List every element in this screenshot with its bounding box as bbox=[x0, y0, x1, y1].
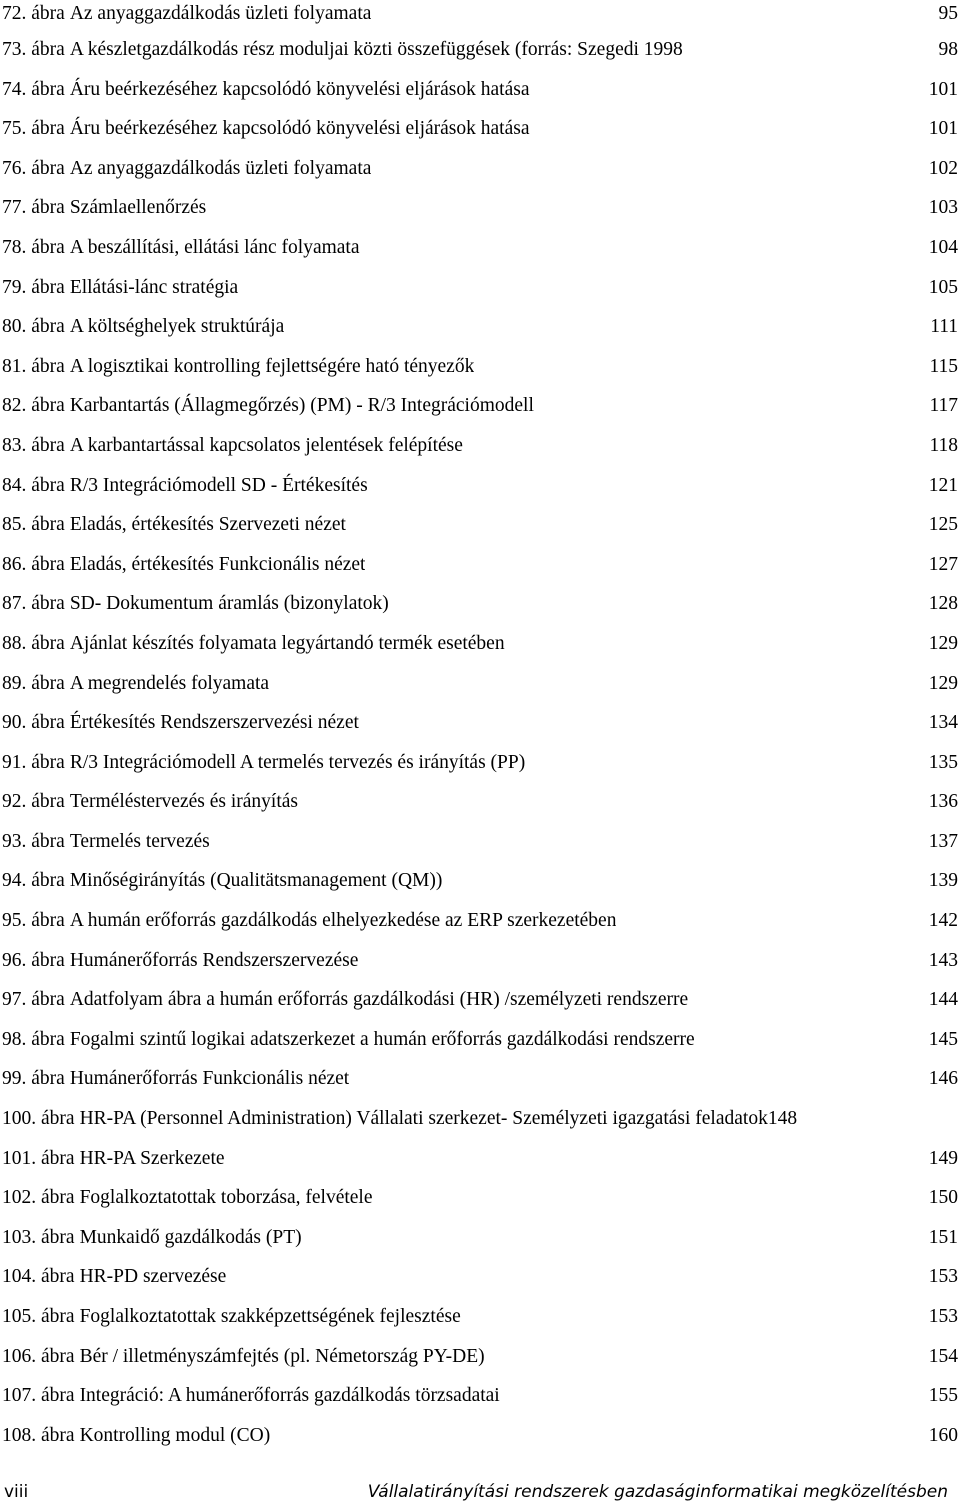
figure-title: SD- Dokumentum áramlás (bizonylatok) bbox=[69, 593, 389, 615]
figure-number: 89. ábra bbox=[2, 672, 65, 694]
figure-number: 75. ábra bbox=[2, 118, 65, 140]
page-reference: 102 bbox=[928, 157, 958, 179]
figure-title: Minőségirányítás (Qualitätsmanagement (QM)) bbox=[69, 870, 443, 892]
figure-number: 107. ábra bbox=[2, 1385, 75, 1407]
toc-entry[interactable] bbox=[0, 1337, 960, 1377]
figure-title: Értékesítés Rendszerszervezési nézet bbox=[69, 712, 359, 734]
page-reference: 150 bbox=[928, 1187, 958, 1209]
page-reference: 115 bbox=[929, 355, 958, 377]
page-reference: 146 bbox=[928, 1068, 958, 1090]
page-reference: 135 bbox=[928, 751, 958, 773]
figure-title: Humánerőforrás Funkcionális nézet bbox=[69, 1068, 350, 1090]
figure-title: Bér / illetményszámfejtés (pl. Németország PY-DE) bbox=[79, 1345, 485, 1367]
figure-title: Eladás, értékesítés Funkcionális nézet bbox=[69, 553, 366, 575]
toc-entry[interactable] bbox=[0, 782, 960, 822]
figure-number: 100. ábra bbox=[2, 1108, 75, 1130]
toc-entry[interactable] bbox=[0, 188, 960, 228]
page-reference: 139 bbox=[928, 870, 958, 892]
page-reference: 105 bbox=[928, 276, 958, 298]
toc-entry[interactable] bbox=[0, 901, 960, 941]
figure-title: A megrendelés folyamata bbox=[69, 672, 270, 694]
figure-title: Terméléstervezés és irányítás bbox=[69, 791, 299, 813]
figure-number: 83. ábra bbox=[2, 434, 65, 456]
figure-number: 96. ábra bbox=[2, 949, 65, 971]
page-reference: 153 bbox=[928, 1306, 958, 1327]
figure-title: Integráció: A humánerőforrás gazdálkodás törzsadatai bbox=[79, 1385, 500, 1407]
page-reference: 160 bbox=[928, 1424, 958, 1446]
figure-number: 72. ábra bbox=[2, 3, 65, 24]
figure-number: 85. ábra bbox=[2, 514, 65, 536]
page-reference: 129 bbox=[928, 632, 958, 654]
figure-number: 80. ábra bbox=[2, 316, 65, 338]
figure-number: 90. ábra bbox=[2, 712, 65, 734]
toc-entry[interactable] bbox=[0, 584, 960, 624]
figure-title: HR-PA (Personnel Administration) Vállalati szerkezet- Személyzeti igazgatási feladatok bbox=[79, 1108, 768, 1130]
figure-number: 79. ábra bbox=[2, 276, 65, 298]
page-reference: 153 bbox=[928, 1266, 958, 1288]
running-title: Vállalatirányítási rendszerek gazdaságinformatikai megközelítésben bbox=[367, 1482, 948, 1502]
toc-entry[interactable] bbox=[0, 1416, 960, 1456]
page-footer bbox=[0, 1478, 960, 1506]
figure-number: 87. ábra bbox=[2, 593, 65, 615]
figure-title: Ellátási-lánc stratégia bbox=[69, 276, 239, 298]
page-reference: 128 bbox=[928, 593, 958, 615]
page-reference: 151 bbox=[928, 1226, 958, 1248]
toc-entry[interactable] bbox=[0, 1297, 960, 1337]
figure-number: 82. ábra bbox=[2, 395, 65, 417]
page-reference: 148 bbox=[767, 1108, 798, 1130]
toc-entry[interactable] bbox=[0, 149, 960, 189]
figure-title: HR-PA Szerkezete bbox=[79, 1147, 225, 1169]
toc-entry[interactable] bbox=[0, 70, 960, 110]
figure-title: Ajánlat készítés folyamata legyártandó termék esetében bbox=[69, 632, 505, 654]
page-number: viii bbox=[4, 1482, 29, 1502]
page-reference: 101 bbox=[928, 118, 958, 140]
toc-entry[interactable] bbox=[0, 0, 960, 30]
figure-number: 92. ábra bbox=[2, 791, 65, 813]
figure-title: Karbantartás (Állagmegőrzés) (PM) - R/3 Integrációmodell bbox=[69, 395, 534, 417]
figure-number: 108. ábra bbox=[2, 1424, 75, 1446]
toc-entry[interactable] bbox=[0, 307, 960, 347]
figure-title: Foglalkoztatottak szakképzettségének fejlesztése bbox=[79, 1306, 461, 1327]
toc-entry[interactable] bbox=[0, 822, 960, 862]
toc-entry[interactable] bbox=[0, 1376, 960, 1416]
figure-title: Fogalmi szintű logikai adatszerkezet a humán erőforrás gazdálkodási rendszerre bbox=[69, 1028, 695, 1050]
figure-title: Számlaellenőrzés bbox=[69, 197, 207, 219]
page-reference: 121 bbox=[928, 474, 958, 496]
toc-entry[interactable] bbox=[0, 1218, 960, 1258]
toc-entry[interactable] bbox=[0, 347, 960, 387]
figure-number: 77. ábra bbox=[2, 197, 65, 219]
toc-entry[interactable] bbox=[0, 268, 960, 308]
page-reference: 101 bbox=[928, 78, 958, 100]
page-reference: 134 bbox=[928, 712, 958, 734]
page-reference: 118 bbox=[929, 434, 958, 456]
toc-entry[interactable] bbox=[0, 545, 960, 585]
toc-entry[interactable] bbox=[0, 861, 960, 901]
page-reference: 104 bbox=[928, 236, 958, 258]
figure-title: Áru beérkezéséhez kapcsolódó könyvelési eljárások hatása bbox=[69, 78, 530, 100]
figure-title: Kontrolling modul (CO) bbox=[79, 1424, 271, 1446]
toc-entry[interactable] bbox=[0, 1178, 960, 1218]
toc-entry[interactable] bbox=[0, 30, 960, 70]
figure-number: 98. ábra bbox=[2, 1028, 65, 1050]
figure-title: A karbantartással kapcsolatos jelentések felépítése bbox=[69, 434, 463, 456]
figure-title: A költséghelyek struktúrája bbox=[69, 316, 285, 338]
figure-number: 105. ábra bbox=[2, 1306, 75, 1327]
page-reference: 136 bbox=[928, 791, 958, 813]
page-reference: 95 bbox=[938, 3, 958, 24]
figure-title: R/3 Integrációmodell A termelés tervezés és irányítás (PP) bbox=[69, 751, 526, 773]
figure-number: 74. ábra bbox=[2, 78, 65, 100]
figure-title: Az anyaggazdálkodás üzleti folyamata bbox=[69, 157, 372, 179]
figure-title: Eladás, értékesítés Szervezeti nézet bbox=[69, 514, 346, 536]
toc-entry[interactable] bbox=[0, 228, 960, 268]
page-reference: 137 bbox=[928, 830, 958, 852]
toc-entry[interactable] bbox=[0, 941, 960, 981]
figure-number: 95. ábra bbox=[2, 910, 65, 932]
figure-number: 93. ábra bbox=[2, 830, 65, 852]
figure-number: 103. ábra bbox=[2, 1226, 75, 1248]
page-reference: 149 bbox=[928, 1147, 958, 1169]
page-reference: 154 bbox=[928, 1345, 958, 1367]
figure-number: 94. ábra bbox=[2, 870, 65, 892]
toc-entry[interactable] bbox=[0, 1059, 960, 1099]
figure-title: Foglalkoztatottak toborzása, felvétele bbox=[79, 1187, 373, 1209]
figure-number: 81. ábra bbox=[2, 355, 65, 377]
toc-entry[interactable] bbox=[0, 1139, 960, 1179]
toc-entry[interactable] bbox=[0, 703, 960, 743]
page-reference: 103 bbox=[928, 197, 958, 219]
figure-number: 102. ábra bbox=[2, 1187, 75, 1209]
figure-number: 86. ábra bbox=[2, 553, 65, 575]
toc-entry[interactable] bbox=[0, 980, 960, 1020]
figure-title: A készletgazdálkodás rész moduljai közti összefüggések (forrás: Szegedi 1998 bbox=[69, 39, 683, 60]
toc-entry[interactable] bbox=[0, 1257, 960, 1297]
figure-number: 84. ábra bbox=[2, 474, 65, 496]
page-reference: 155 bbox=[928, 1385, 958, 1407]
figure-title: Az anyaggazdálkodás üzleti folyamata bbox=[69, 3, 372, 24]
toc-entry[interactable] bbox=[0, 1099, 960, 1139]
page-reference: 143 bbox=[928, 949, 958, 971]
figure-number: 99. ábra bbox=[2, 1068, 65, 1090]
toc-entry[interactable] bbox=[0, 426, 960, 466]
figure-title: Termelés tervezés bbox=[69, 830, 210, 852]
figure-title: HR-PD szervezése bbox=[79, 1266, 227, 1288]
page-reference: 117 bbox=[929, 395, 958, 417]
figure-number: 76. ábra bbox=[2, 157, 65, 179]
figure-title: A beszállítási, ellátási lánc folyamata bbox=[69, 236, 360, 258]
toc-entry[interactable] bbox=[0, 109, 960, 149]
page-reference: 144 bbox=[928, 989, 958, 1011]
toc-entry[interactable] bbox=[0, 624, 960, 664]
figure-number: 101. ábra bbox=[2, 1147, 75, 1169]
figure-number: 73. ábra bbox=[2, 39, 65, 60]
figure-title: Adatfolyam ábra a humán erőforrás gazdálkodási (HR) /személyzeti rendszerre bbox=[69, 989, 689, 1011]
figure-number: 104. ábra bbox=[2, 1266, 75, 1288]
page-reference: 145 bbox=[928, 1028, 958, 1050]
toc-entry[interactable] bbox=[0, 505, 960, 545]
figure-title: Áru beérkezéséhez kapcsolódó könyvelési eljárások hatása bbox=[69, 118, 530, 140]
toc-entry[interactable] bbox=[0, 466, 960, 506]
page-reference: 127 bbox=[928, 553, 958, 575]
figure-title: A humán erőforrás gazdálkodás elhelyezkedése az ERP szerkezetében bbox=[69, 910, 617, 932]
figure-number: 106. ábra bbox=[2, 1345, 75, 1367]
page-reference: 111 bbox=[930, 316, 958, 338]
page-reference: 129 bbox=[928, 672, 958, 694]
figure-title: Munkaidő gazdálkodás (PT) bbox=[79, 1226, 302, 1248]
figure-title: A logisztikai kontrolling fejlettségére ható tényezők bbox=[69, 355, 475, 377]
figure-number: 97. ábra bbox=[2, 989, 65, 1011]
figure-number: 78. ábra bbox=[2, 236, 65, 258]
figure-title: R/3 Integrációmodell SD - Értékesítés bbox=[69, 474, 368, 496]
figure-number: 91. ábra bbox=[2, 751, 65, 773]
toc-entry[interactable] bbox=[0, 743, 960, 783]
page-reference: 98 bbox=[938, 39, 958, 60]
toc-entry[interactable] bbox=[0, 1020, 960, 1060]
page-reference: 142 bbox=[928, 910, 958, 932]
page-reference: 125 bbox=[928, 514, 958, 536]
toc-entry[interactable] bbox=[0, 386, 960, 426]
toc-entry[interactable] bbox=[0, 664, 960, 704]
figure-number: 88. ábra bbox=[2, 632, 65, 654]
figure-title: Humánerőforrás Rendszerszervezése bbox=[69, 949, 359, 971]
